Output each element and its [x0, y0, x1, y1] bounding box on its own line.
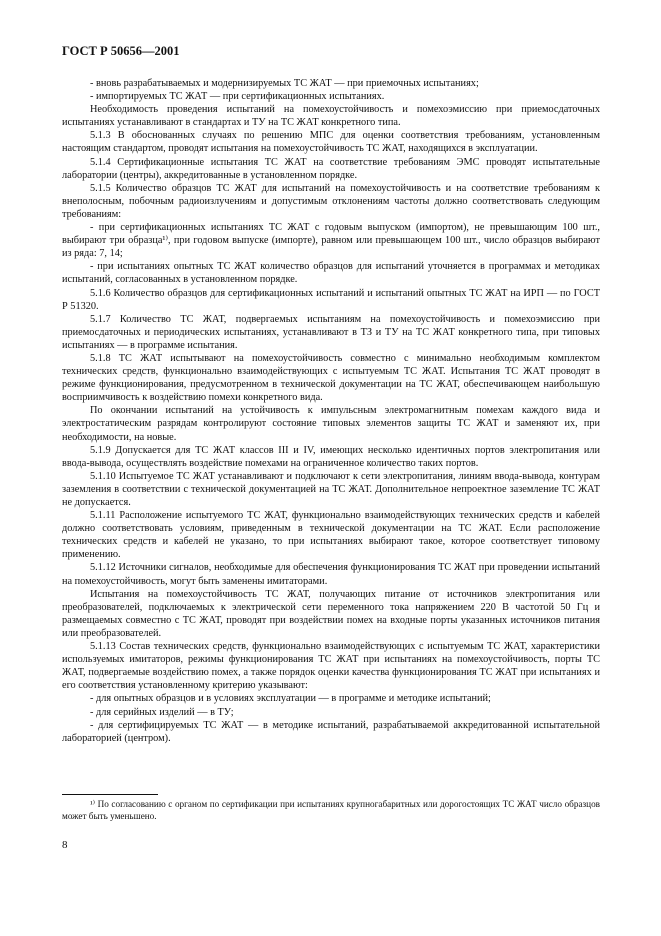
- paragraph: 5.1.11 Расположение испытуемого ТС ЖАТ, функционально взаимодействующих технических средств и кабелей должно соответствовать условиям, приведенным в технической документации на ТС ЖАТ. Если расположение технических средств и кабелей не указано, то при испытаниях выбирают такое, которое соответствует типовому применению.: [62, 510, 600, 561]
- paragraph: 5.1.8 ТС ЖАТ испытывают на помехоустойчивость совместно с минимально необходимым комплектом технических средств, функционально взаимодействующих с испытуемым ТС ЖАТ. Испытания ТС ЖАТ проводят в режиме функционирования, предусмотренном в технической документации на ТС ЖАТ, обеспечивающем наибольшую восприимчивость к воздействию помехи конкретного вида.: [62, 352, 600, 404]
- paragraph: 5.1.7 Количество ТС ЖАТ, подвергаемых испытаниям на помехоустойчивость и помехоэмиссию при приемосдаточных и периодических испытаниях, устанавливают в ТЗ и ТУ на ТС ЖАТ конкретного типа, при типовых испытаниях — в программе испытания.: [62, 313, 600, 351]
- paragraph: - при сертификационных испытаниях ТС ЖАТ с годовым выпуском (импортом), не превышающим 100 шт., выбирают три образца¹⁾, при годовом выпуске (импорте), равном или превышающем 100 шт., число образцов выбирают из ряда: 7, 14;: [62, 222, 600, 260]
- paragraph: - для сертифицируемых ТС ЖАТ — в методике испытаний, разрабатываемой аккредитованной испытательной лабораторией (центром).: [62, 719, 600, 744]
- paragraph: - для опытных образцов и в условиях эксплуатации — в программе и методике испытаний;: [90, 693, 491, 705]
- paragraph: 5.1.3 В обоснованных случаях по решению МПС для оценки соответствия требованиям, установленным настоящим стандартом, проводят испытания на помехоустойчивость ТС ЖАТ, находящихся в эксплуатации.: [62, 130, 600, 155]
- paragraph: - для серийных изделий — в ТУ;: [90, 706, 234, 718]
- paragraph: 5.1.9 Допускается для ТС ЖАТ классов III и IV, имеющих несколько идентичных портов электропитания или ввода-вывода, осуществлять воздействие помехами на ограниченное количество таких портов.: [62, 444, 600, 469]
- paragraph: 5.1.4 Сертификационные испытания ТС ЖАТ на соответствие требованиям ЭМС проводят испытательные лаборатории (центры), аккредитованные в установленном порядке.: [62, 156, 600, 181]
- paragraph: 5.1.13 Состав технических средств, функционально взаимодействующих с испытуемым ТС ЖАТ, характеристики используемых имитаторов, режимы функционирования ТС ЖАТ при испытаниях на помехоустойчивость, порты ТС ЖАТ, подвергаемые воздействию помех, а также порядок оценки качества функционирования ТС ЖАТ при испытаниях и его соответствия установленному критерию указывают:: [62, 641, 600, 692]
- paragraph: 5.1.6 Количество образцов для сертификационных испытаний и испытаний опытных ТС ЖАТ на ИРП — по ГОСТ Р 51320.: [62, 287, 600, 312]
- document-body: [62, 77, 600, 745]
- document-header: ГОСТ Р 50656—2001: [62, 44, 180, 58]
- paragraph: 5.1.10 Испытуемое ТС ЖАТ устанавливают и подключают к сети электропитания, линиям ввода-вывода, контурам заземления в соответствии с технической документацией на ТС ЖАТ. Дополнительное непроектное заземление ТС ЖАТ не допускается.: [62, 470, 600, 508]
- paragraph: - вновь разрабатываемых и модернизируемых ТС ЖАТ — при приемочных испытаниях;: [90, 78, 479, 89]
- page-number: 8: [62, 839, 68, 851]
- footnote-divider: [62, 794, 158, 795]
- paragraph: 5.1.5 Количество образцов ТС ЖАТ для испытаний на помехоустойчивость и на соответствие требованиям к внеполосным, побочным радиоизлучениям и допустимым отклонениям частоты должно соответствовать следующим требованиям:: [62, 182, 600, 220]
- paragraph: По окончании испытаний на устойчивость к импульсным электромагнитным помехам каждого вида и электростатическим разрядам контролируют состояние типовых элементов защиты ТС ЖАТ и заменяют их, при необходимости, на новые.: [62, 405, 600, 443]
- paragraph: 5.1.12 Источники сигналов, необходимые для обеспечения функционирования ТС ЖАТ при проведении испытаний на помехоустойчивость, могут быть заменены имитаторами.: [62, 562, 600, 587]
- paragraph: Необходимость проведения испытаний на помехоустойчивость и помехоэмиссию при приемосдаточных испытаниях устанавливают в стандартах и ТУ на ТС ЖАТ конкретного типа.: [62, 104, 600, 129]
- paragraph: - при испытаниях опытных ТС ЖАТ количество образцов для испытаний уточняется в программах и методиках испытаний, согласованных в установленном порядке.: [62, 261, 600, 286]
- paragraph: - импортируемых ТС ЖАТ — при сертификационных испытаниях.: [90, 91, 385, 103]
- paragraph: Испытания на помехоустойчивость ТС ЖАТ, получающих питание от источников электропитания или преобразователей, подключаемых к электрической сети переменного тока напряжением 220 В частотой 50 Гц и размещаемых совместно с ТС ЖАТ, проводят при воздействии помех на входные порты указанных источников питания или преобразователей.: [62, 588, 600, 639]
- footnote: ¹⁾ По согласованию с органом по сертификации при испытаниях крупногабаритных или дорогостоящих ТС ЖАТ число образцов может быть уменьшено.: [62, 799, 600, 821]
